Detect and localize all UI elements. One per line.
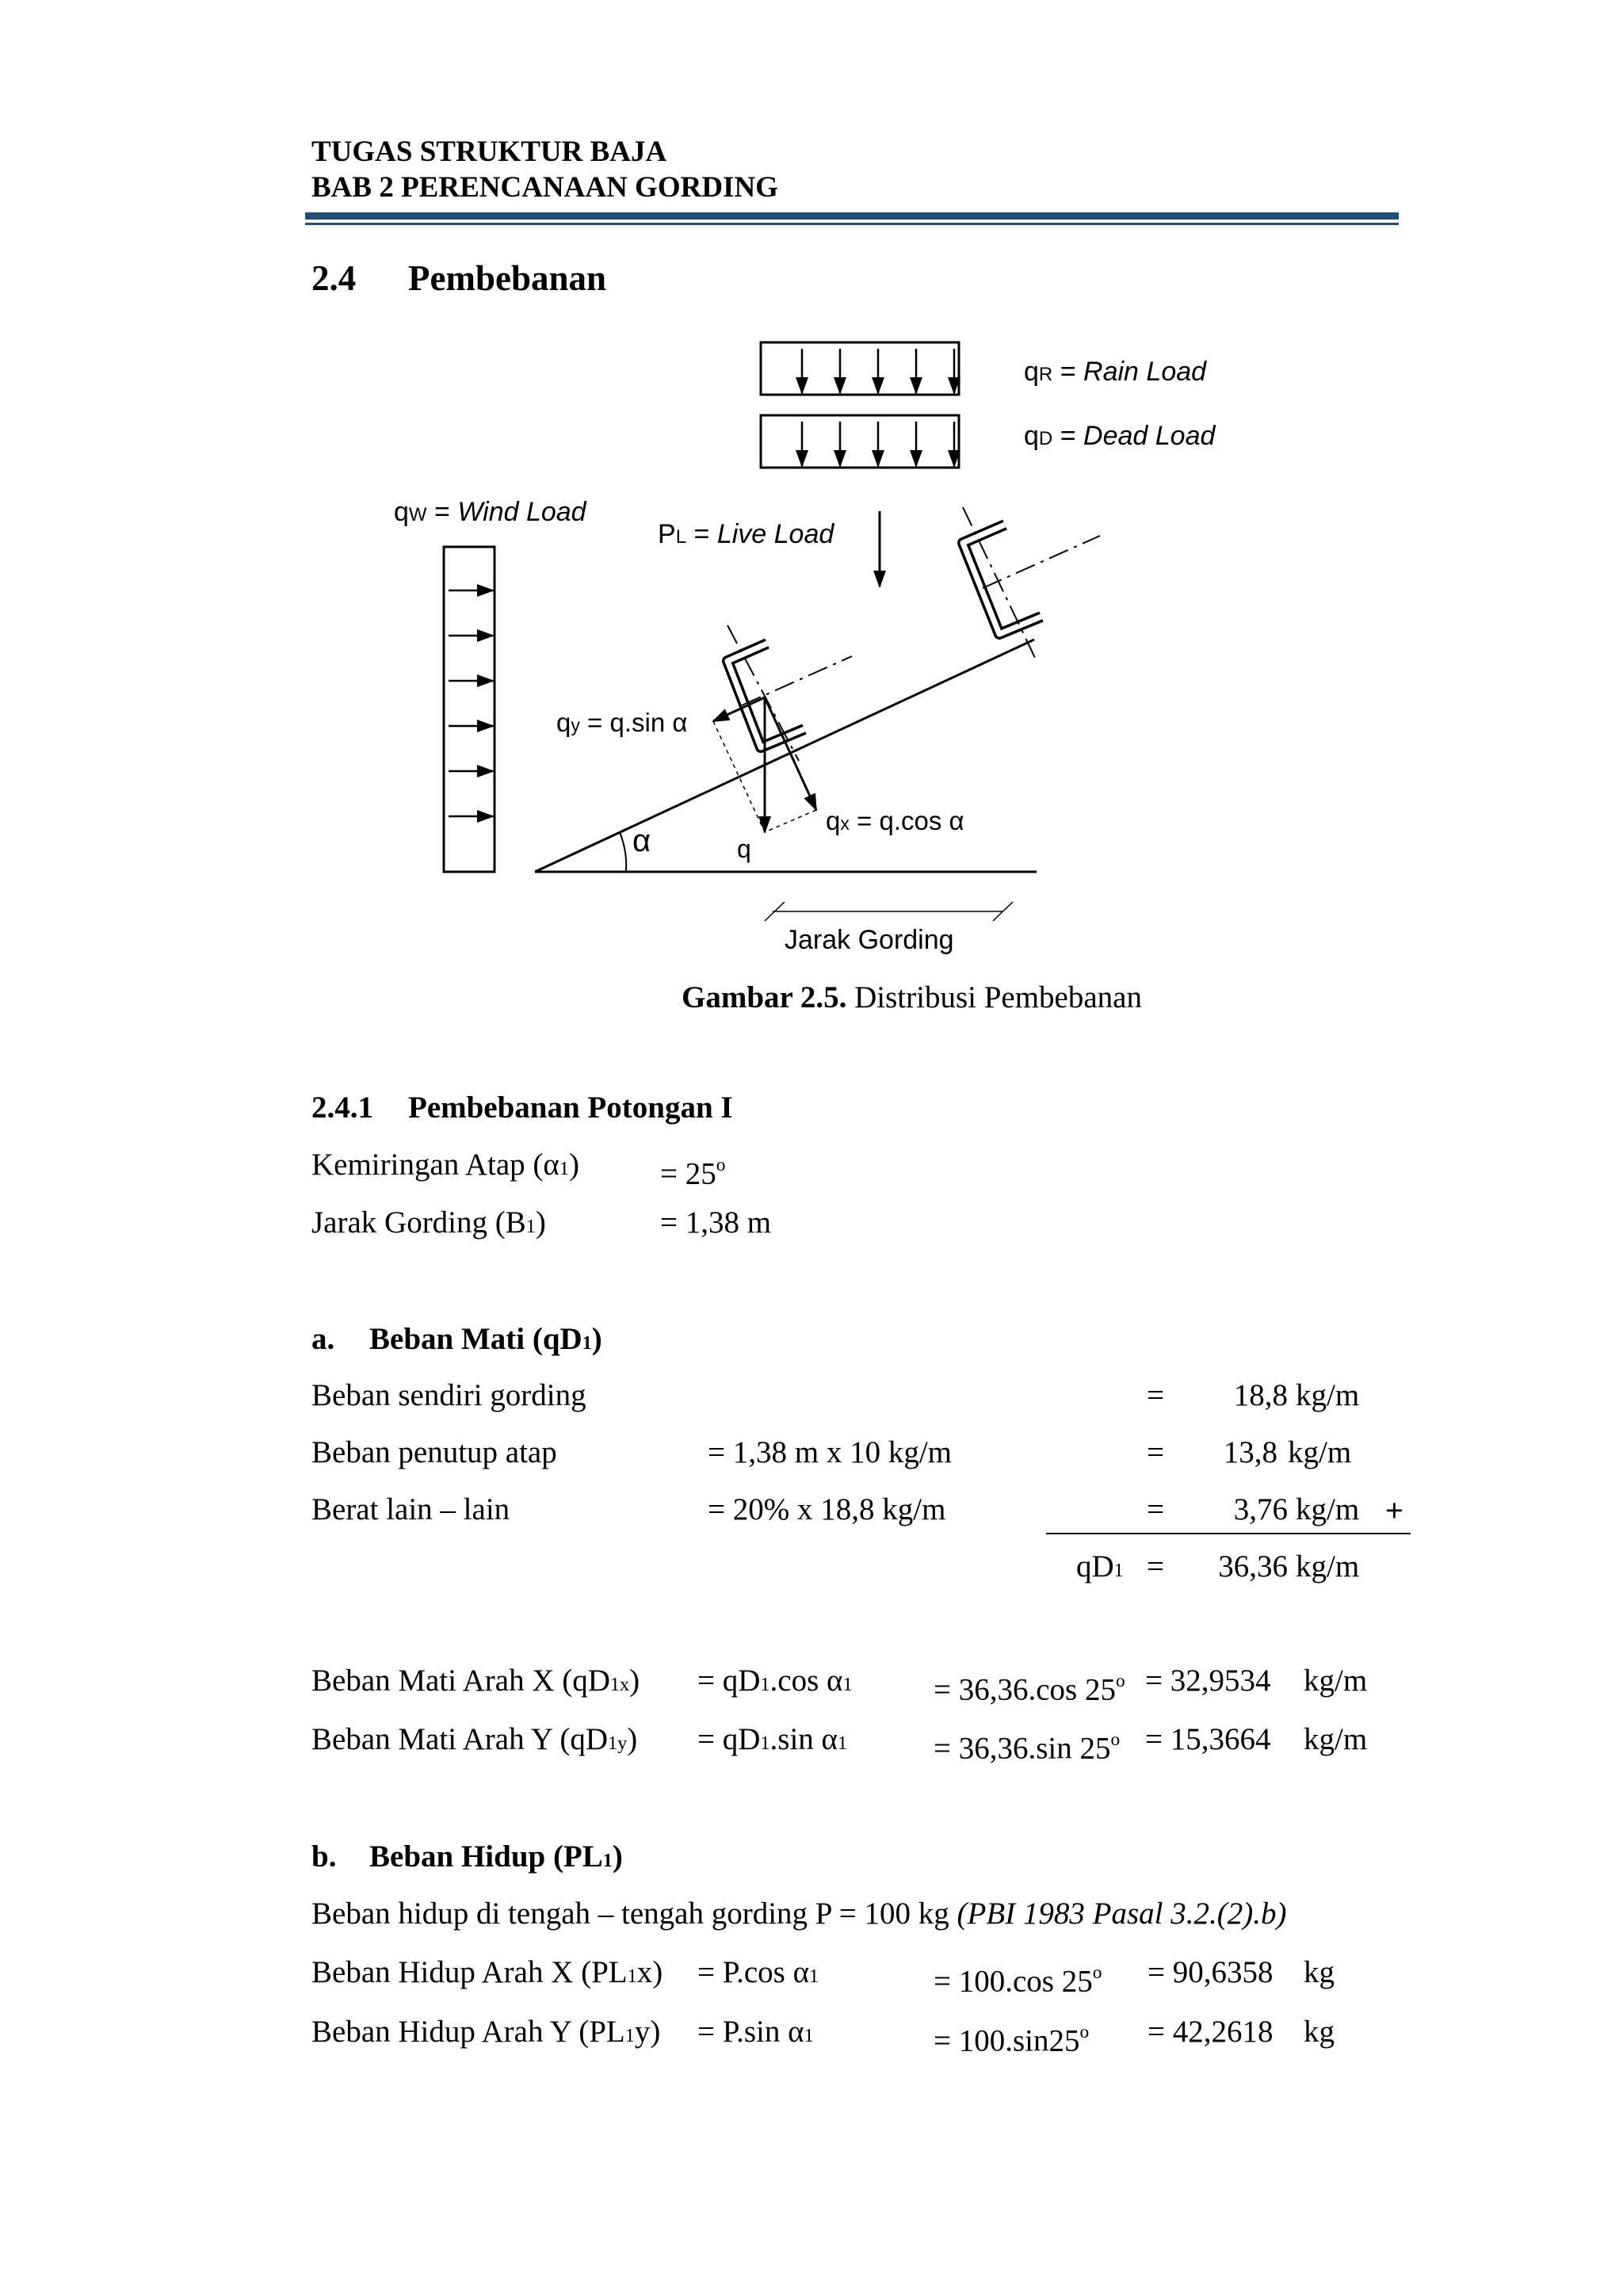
dead-x-calc: = 36,36.cos 25$^o$: [934, 1671, 1125, 1707]
dead-load-box: [761, 415, 959, 468]
live-load-letter: b.: [311, 1839, 337, 1874]
dead-x-label: Beban Mati Arah X (qD1x): [311, 1664, 640, 1698]
dead-row-0-label: Beban sendiri gording: [311, 1378, 586, 1412]
dead-load-letter: a.: [311, 1322, 335, 1356]
live-y-formula: = P.sin α1: [697, 2015, 814, 2049]
live-x-formula: = P.cos α1: [697, 1955, 819, 1989]
spacing-dimension: [765, 902, 1013, 921]
load-distribution-figure: [0, 0, 1623, 1030]
live-x-calc: = 100.cos 25$^o$: [934, 1962, 1102, 1999]
dead-total-unit: kg/m: [1296, 1549, 1360, 1584]
live-y-result: = 42,2618: [1148, 2015, 1274, 2049]
angle-arc: [620, 832, 626, 872]
wind-load-box: [444, 547, 495, 872]
dead-row-1-eq: =: [1147, 1435, 1164, 1469]
live-load-description: Beban hidup di tengah – tengah gording P = 100 kg (PBI 1983 Pasal 3.2.(2).b): [311, 1897, 1287, 1931]
dead-load-title: Beban Mati (qD1): [369, 1322, 602, 1356]
section-number: 2.4: [311, 258, 357, 298]
header-subtitle: BAB 2 PERENCANAAN GORDING: [311, 171, 778, 204]
roof-slope-line: [535, 640, 1034, 872]
dead-row-2-unit: kg/m: [1296, 1492, 1360, 1526]
dead-y-unit: kg/m: [1304, 1722, 1368, 1756]
force-vectors: [713, 697, 816, 832]
dead-row-2-formula: = 20% x 18,8 kg/m: [708, 1492, 946, 1526]
dead-total-symbol: qD1: [1076, 1549, 1124, 1584]
dead-row-1-label: Beban penutup atap: [311, 1435, 557, 1469]
dead-x-result: = 32,9534: [1145, 1664, 1271, 1698]
live-x-unit: kg: [1304, 1955, 1335, 1989]
subsection-title: Pembebanan Potongan I: [408, 1091, 733, 1125]
qy-label: qy = q.sin α: [556, 708, 688, 737]
live-load-label: PL = Live Load: [658, 519, 834, 549]
live-y-label: Beban Hidup Arah Y (PL1y): [311, 2015, 661, 2049]
dead-row-1-unit: kg/m: [1288, 1435, 1352, 1469]
purlin-left: [727, 625, 852, 761]
qx-label: qx = q.cos α: [826, 806, 964, 835]
dead-row-0-unit: kg/m: [1296, 1378, 1360, 1412]
live-y-unit: kg: [1304, 2015, 1335, 2049]
header-title: TUGAS STRUKTUR BAJA: [311, 136, 667, 168]
dead-row-1-formula: = 1,38 m x 10 kg/m: [708, 1435, 953, 1469]
live-load-title: Beban Hidup (PL1): [369, 1839, 623, 1874]
dead-row-2-value: 3,76: [1233, 1492, 1288, 1526]
dead-total-eq: =: [1147, 1549, 1164, 1584]
dead-row-2-label: Berat lain – lain: [311, 1492, 510, 1526]
dead-row-1-value: 13,8: [1223, 1435, 1277, 1469]
slope-value: = $25^o$: [660, 1155, 726, 1191]
section-title: Pembebanan: [408, 258, 607, 298]
sum-plus-sign: +: [1385, 1494, 1403, 1528]
dead-row-0-value: 18,8: [1233, 1378, 1288, 1412]
figure-caption: Gambar 2.5. Distribusi Pembebanan: [682, 980, 1142, 1014]
jarak-gording-label: Jarak Gording: [785, 925, 954, 955]
dead-total-value: 36,36: [1218, 1549, 1288, 1584]
dead-row-0-eq: =: [1147, 1378, 1164, 1412]
dead-y-label: Beban Mati Arah Y (qD1y): [311, 1722, 638, 1756]
alpha-label: α: [632, 823, 651, 858]
spacing-label: Jarak Gording (B1): [311, 1205, 546, 1240]
dead-x-unit: kg/m: [1304, 1664, 1368, 1698]
rain-load-box: [761, 342, 959, 395]
live-x-label: Beban Hidup Arah X (PL1x): [311, 1955, 663, 1989]
purlin-right: [963, 507, 1100, 659]
dead-y-formula: = qD1.sin α1: [697, 1722, 848, 1756]
wind-load-label: qW = Wind Load: [394, 497, 586, 527]
subsection-number: 2.4.1: [311, 1091, 373, 1125]
dead-y-result: = 15,3664: [1145, 1722, 1271, 1756]
live-x-result: = 90,6358: [1148, 1955, 1274, 1989]
dead-row-2-eq: =: [1147, 1492, 1164, 1526]
dead-x-formula: = qD1.cos α1: [697, 1664, 853, 1698]
sum-line: [1046, 1533, 1411, 1534]
dead-load-label: qD = Dead Load: [1024, 421, 1216, 451]
q-label: q: [737, 835, 751, 863]
live-y-calc: = $100.\sin 25^o$: [934, 2022, 1090, 2058]
rain-load-label: qR = Rain Load: [1024, 357, 1207, 387]
slope-label: Kemiringan Atap (α1): [311, 1148, 579, 1182]
dead-y-calc: = 36,36.sin 25$^o$: [934, 1729, 1121, 1766]
spacing-value: = 1,38 m: [660, 1205, 772, 1240]
